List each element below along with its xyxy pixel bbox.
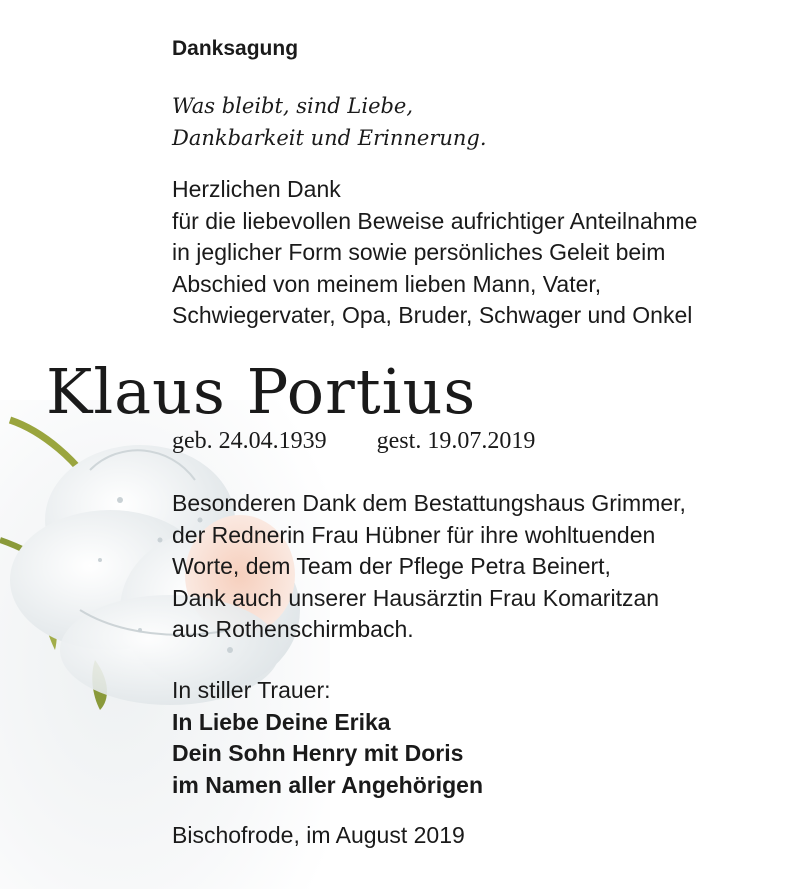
quote-line: Dankbarkeit und Erinnerung. [172, 126, 487, 150]
special-thanks-line: Worte, dem Team der Pflege Petra Beinert, [172, 553, 611, 579]
birth-date: geb. 24.04.1939 [172, 428, 327, 454]
deceased-name: Klaus Portius [46, 355, 477, 428]
mourner-line: Dein Sohn Henry mit Doris [172, 740, 464, 766]
mourner-line: im Namen aller Angehörigen [172, 771, 483, 798]
quote-line: Was bleibt, sind Liebe, [172, 94, 414, 118]
death-date: gest. 19.07.2019 [376, 428, 536, 454]
heading: Danksagung [172, 37, 299, 60]
special-thanks-line: der Rednerin Frau Hübner für ihre wohltuenden [172, 521, 656, 548]
special-thanks-line: Besonderen Dank dem Bestattungshaus Grimmer, [172, 490, 686, 516]
thanks-line: Schwiegervater, Opa, Bruder, Schwager und Onkel [172, 302, 693, 328]
thanks-line: für die liebevollen Beweise aufrichtiger Anteilnahme [172, 207, 698, 234]
mourning-intro: In stiller Trauer: [172, 677, 331, 703]
thanks-paragraph [172, 174, 697, 332]
thanks-line: Herzlichen Dank [172, 176, 341, 202]
mourner-line: In Liebe Deine Erika [172, 708, 391, 735]
special-thanks-line: aus Rothenschirmbach. [172, 616, 414, 642]
special-thanks-paragraph [172, 488, 686, 646]
thanks-line: Abschied von meinem lieben Mann, Vater, [172, 270, 602, 297]
life-dates [172, 428, 535, 455]
thanks-line: in jeglicher Form sowie persönliches Geleit beim [172, 239, 666, 265]
place-date: Bischofrode, im August 2019 [172, 822, 465, 848]
quote [172, 90, 487, 154]
mourners-block [172, 675, 483, 801]
special-thanks-line: Dank auch unserer Hausärztin Frau Komaritzan [172, 584, 660, 611]
